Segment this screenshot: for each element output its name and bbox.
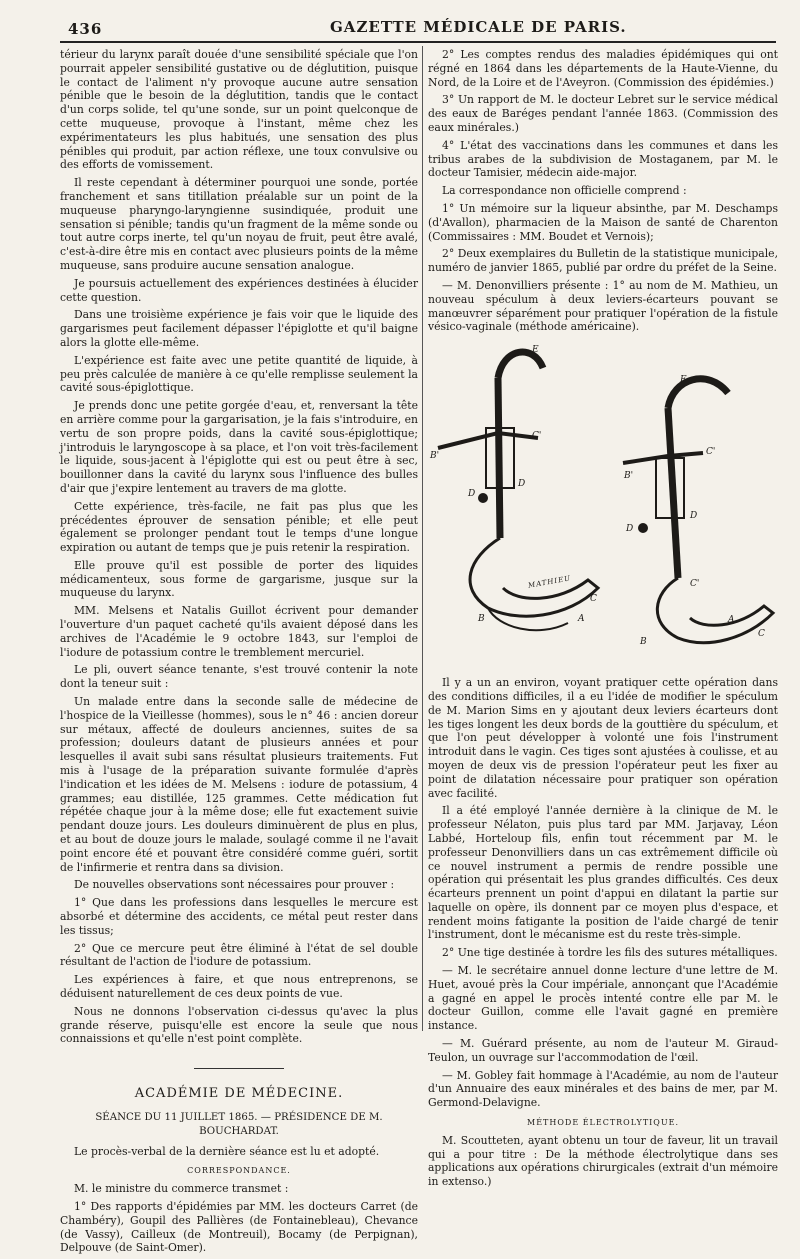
figure-label: C'	[706, 447, 716, 458]
paragraph: Il a été employé l'année dernière à la clinique de M. le professeur Nélaton, puis plus tard par MM. Jarjavay, Léon Labbé, Horteloup fils, enfin tout récemment par M. le professeur Denonvilliers dans un cas extrêmement difficile où ce nouvel instrument a permis de rendre possible une opération qui présentait les plus grandes difficultés. Ces deux écarteurs prennent un point d'appui en dilatant la partie sur laquelle on opère, ils donnent par ce moyen plus d'espace, et rendent moins fatigante la position de l'aide chargé de tenir l'instrument, dont le mécanisme est du reste très-simple.	[428, 804, 778, 942]
figure-label: C	[758, 629, 765, 640]
paragraph: — M. Guérard présente, au nom de l'auteur M. Giraud-Teulon, un ouvrage sur l'accommodation de l'œil.	[428, 1037, 778, 1064]
paragraph: M. Scoutteten, ayant obtenu un tour de faveur, lit un travail qui a pour titre : De la méthode électrolytique dans ses applications aux opérations chirurgicales (extrait d'un mémoire in extenso.)	[428, 1133, 778, 1189]
paragraph: 2° Deux exemplaires du Bulletin de la statistique municipale, numéro de janvier 1865, publié par ordre du préfet de la Seine.	[428, 247, 778, 275]
figure-label: D	[518, 479, 526, 490]
figure-label: A	[578, 614, 585, 625]
paragraph: — M. Gobley fait hommage à l'Académie, au nom de l'auteur d'un Annuaire des eaux minérales et des bains de mer, par M. Germond-Delavigne.	[428, 1068, 778, 1110]
figure-label: E	[532, 345, 539, 356]
column-divider	[422, 46, 423, 1031]
paragraph: Il reste cependant à déterminer pourquoi une sonde, portée franchement et sans titillation préalable sur un point de la muqueuse pharyngo-laryngienne susindiquée, produit une sensation si pénible; tandis qu'un fragment de la même sonde ou tout autre corps inerte, tel qu'un noyau de fruit, peut être avalé, c'est-à-dire être mis en contact avec plusieurs points de la même muqueuse, sans produire aucune sensation analogue.	[60, 176, 418, 272]
methode-heading: MÉTHODE ÉLECTROLYTIQUE.	[527, 1118, 679, 1128]
paragraph: Le procès-verbal de la dernière séance est lu et adopté.	[74, 1144, 380, 1158]
paragraph: 1° Un mémoire sur la liqueur absinthe, par M. Deschamps (d'Avallon), pharmacien de la Maison de santé de Charenton (Commissaires : MM. Boudet et Vernois);	[428, 201, 778, 243]
figure-label: B'	[624, 471, 634, 482]
paragraph: L'expérience est faite avec une petite quantité de liquide, à peu près calculée de manière à ce qu'elle remplisse seulement la cavité sous-épiglottique.	[60, 353, 418, 395]
figure-label: D	[626, 524, 634, 535]
figure-label: A	[728, 615, 735, 626]
paragraph: M. le ministre du commerce transmet :	[74, 1182, 289, 1196]
paragraph: 4° L'état des vaccinations dans les communes et dans les tribus arabes de la subdivision de Mostaganem, par M. le docteur Tamisier, médecin aide-major.	[428, 138, 778, 180]
paragraph: Je poursuis actuellement des expériences destinées à élucider cette question.	[60, 276, 418, 304]
paragraph: La correspondance non officielle comprend :	[442, 184, 687, 198]
paragraph: Cette expérience, très-facile, ne fait pas plus que les précédentes éprouver de sensation pénible; et elle peut également se prolonger pendant tout le temps d'une longue expiration ou autant de temps que je puis retenir la respiration.	[60, 499, 418, 555]
figure-label: D	[468, 489, 476, 500]
paragraph: Nous ne donnons l'observation ci-dessus qu'avec la plus grande réserve, puisqu'elle est encore la seule que nous connaissions et qu'elle n'est point complète.	[60, 1004, 418, 1046]
paragraph: Dans une troisième expérience je fais voir que le liquide des gargarismes peut facilement dépasser l'épiglotte et qu'il baigne alors la glotte elle-même.	[60, 308, 418, 349]
left-column	[60, 48, 418, 1259]
section-title: ACADÉMIE DE MÉDECINE.	[134, 1086, 344, 1102]
figure-label: B	[640, 637, 647, 648]
figure-label: C'	[532, 431, 542, 442]
figure-label: C'	[690, 579, 700, 590]
paragraph: Il y a un an environ, voyant pratiquer cette opération dans des conditions difficiles, il a eu l'idée de modifier le spéculum de M. Marion Sims en y ajoutant deux leviers écarteurs dont les tiges longent les deux bords de la gouttière du spéculum, et que l'on peut développer à volonté une fois l'instrument introduit dans le vagin. Ces tiges sont ajustées à coulisse, et au moyen de deux vis de pression l'opérateur peut les fixer au point de dilatation nécessaire pour pratiquer son opération avec facilité.	[428, 676, 778, 800]
paragraph: — M. le secrétaire annuel donne lecture d'une lettre de M. Huet, avoué près la Cour impériale, annonçant que l'Académie a gagné en appel le procès intenté contre elle par M. le docteur Guillon, comme elle l'avait gagné en première instance.	[428, 964, 778, 1033]
paragraph: MM. Melsens et Natalis Guillot écrivent pour demander l'ouverture d'un paquet cacheté qu'ils avaient déposé dans les archives de l'Académie le 9 octobre 1843, sur l'emploi de l'iodure de potassium contre le tremblement mercuriel.	[60, 604, 418, 659]
paragraph: Je prends donc une petite gorgée d'eau, et, renversant la tête en arrière comme pour la gargarisation, je la fais s'introduire, en vertu de son propre poids, dans la cavité sous-épiglottique; j'introduis le laryngoscope à sa place, et l'on voit très-facilement le liquide, sous-jacent à l'épiglotte qui est ou peut être à sec, bouillonner dans la cavité du larynx sous l'influence des bulles d'air que j'expire lentement au travers de ma glotte.	[60, 399, 418, 495]
figure-label: C	[590, 594, 597, 605]
header-rule	[60, 41, 776, 43]
section-separator	[194, 1068, 284, 1069]
figure-label: D	[690, 511, 698, 522]
correspondance-heading: CORRESPONDANCE.	[187, 1166, 291, 1176]
paragraph: 2° Les comptes rendus des maladies épidémiques qui ont régné en 1864 dans les départements de la Haute-Vienne, du Nord, de la Loire et de l'Aveyron. (Commission des épidémies.)	[428, 48, 778, 89]
page-header	[0, 0, 800, 44]
paragraph: 1° Des rapports d'épidémies par MM. les docteurs Carret (de Chambéry), Goupil des Pallières (de Fontainebleau), Chevance (de Vassy), Cailleux (de Montreuil), Bocamy (de Perpignan), Delpouve (de Saint-Omer).	[60, 1199, 418, 1255]
right-column	[428, 48, 778, 1193]
figure-inscription: MATHIEU	[527, 574, 572, 590]
paragraph: 3° Un rapport de M. le docteur Lebret sur le service médical des eaux de Baréges pendant l'année 1863. (Commission des eaux minérales.)	[428, 93, 778, 134]
paragraph: Les expériences à faire, et que nous entreprenons, se déduisent naturellement de ces deux points de vue.	[60, 973, 418, 1000]
paragraph: — M. Denonvilliers présente : 1° au nom de M. Mathieu, un nouveau spéculum à deux leviers-écarteurs pouvant se manœuvrer séparément pour pratiquer l'opération de la fistule vésico-vaginale (méthode américaine).	[428, 278, 778, 334]
figure-label: B'	[430, 451, 440, 462]
speculum-figure	[428, 338, 778, 668]
paragraph: térieur du larynx paraît douée d'une sensibilité spéciale que l'on pourrait appeler sensibilité gustative ou de déglutition, puisque le contact de l'aliment n'y provoque aucune autre sensation pénible que le besoin de la déglutition, tandis que le contact d'un corps solide, tel qu'une sonde, sur un point quelconque de cette muqueuse, provoque à l'instant, même chez les expérimentateurs les plus habitués, une sensation des plus pénibles qui produit, par action réflexe, une toux convulsive ou des efforts de vomissement.	[60, 48, 418, 172]
paragraph: Le pli, ouvert séance tenante, s'est trouvé contenir la note dont la teneur suit :	[60, 663, 418, 691]
paragraph: 1° Que dans les professions dans lesquelles le mercure est absorbé et détermine des accidents, ce métal peut rester dans les tissus;	[60, 896, 418, 937]
paragraph: Un malade entre dans la seconde salle de médecine de l'hospice de la Vieillesse (hommes), sous le n° 46 : ancien doreur sur métaux, affecté de douleurs anciennes, suites de sa profession; douleurs datant de plusieurs années et pour lesquelles il avait subi sans résultat plusieurs traitements. Fut mis à l'usage de la préparation suivante formulée d'après l'indication et les idées de M. Melsens : iodure de potassium, 4 grammes; eau distillée, 125 grammes. Cette médication fut répétée chaque jour à la même dose; elle fut exactement suivie pendant douze jours. Les douleurs diminuèrent de plus en plus, et au bout de douze jours le malade, soulagé comme il ne l'avait point encore été et pouvant être considéré comme guéri, sortit de l'infirmerie et rentra dans sa division.	[60, 695, 418, 874]
figure-label: B	[478, 614, 485, 625]
seance-heading: SÉANCE DU 11 JUILLET 1865. — PRÉSIDENCE DE M. BOUCHARDAT.	[95, 1111, 383, 1137]
paragraph: De nouvelles observations sont nécessaires pour prouver :	[74, 878, 395, 892]
paragraph: 2° Que ce mercure peut être éliminé à l'état de sel double résultant de l'action de l'iodure de potassium.	[60, 941, 418, 969]
journal-title: GAZETTE MÉDICALE DE PARIS.	[330, 18, 627, 36]
figure-label: E	[680, 375, 687, 386]
page-number: 436	[68, 20, 103, 38]
paragraph: 2° Une tige destinée à tordre les fils des sutures métalliques.	[442, 946, 778, 960]
paragraph: Elle prouve qu'il est possible de porter des liquides médicamenteux, sous forme de gargarisme, jusque sur la muqueuse du larynx.	[60, 558, 418, 600]
